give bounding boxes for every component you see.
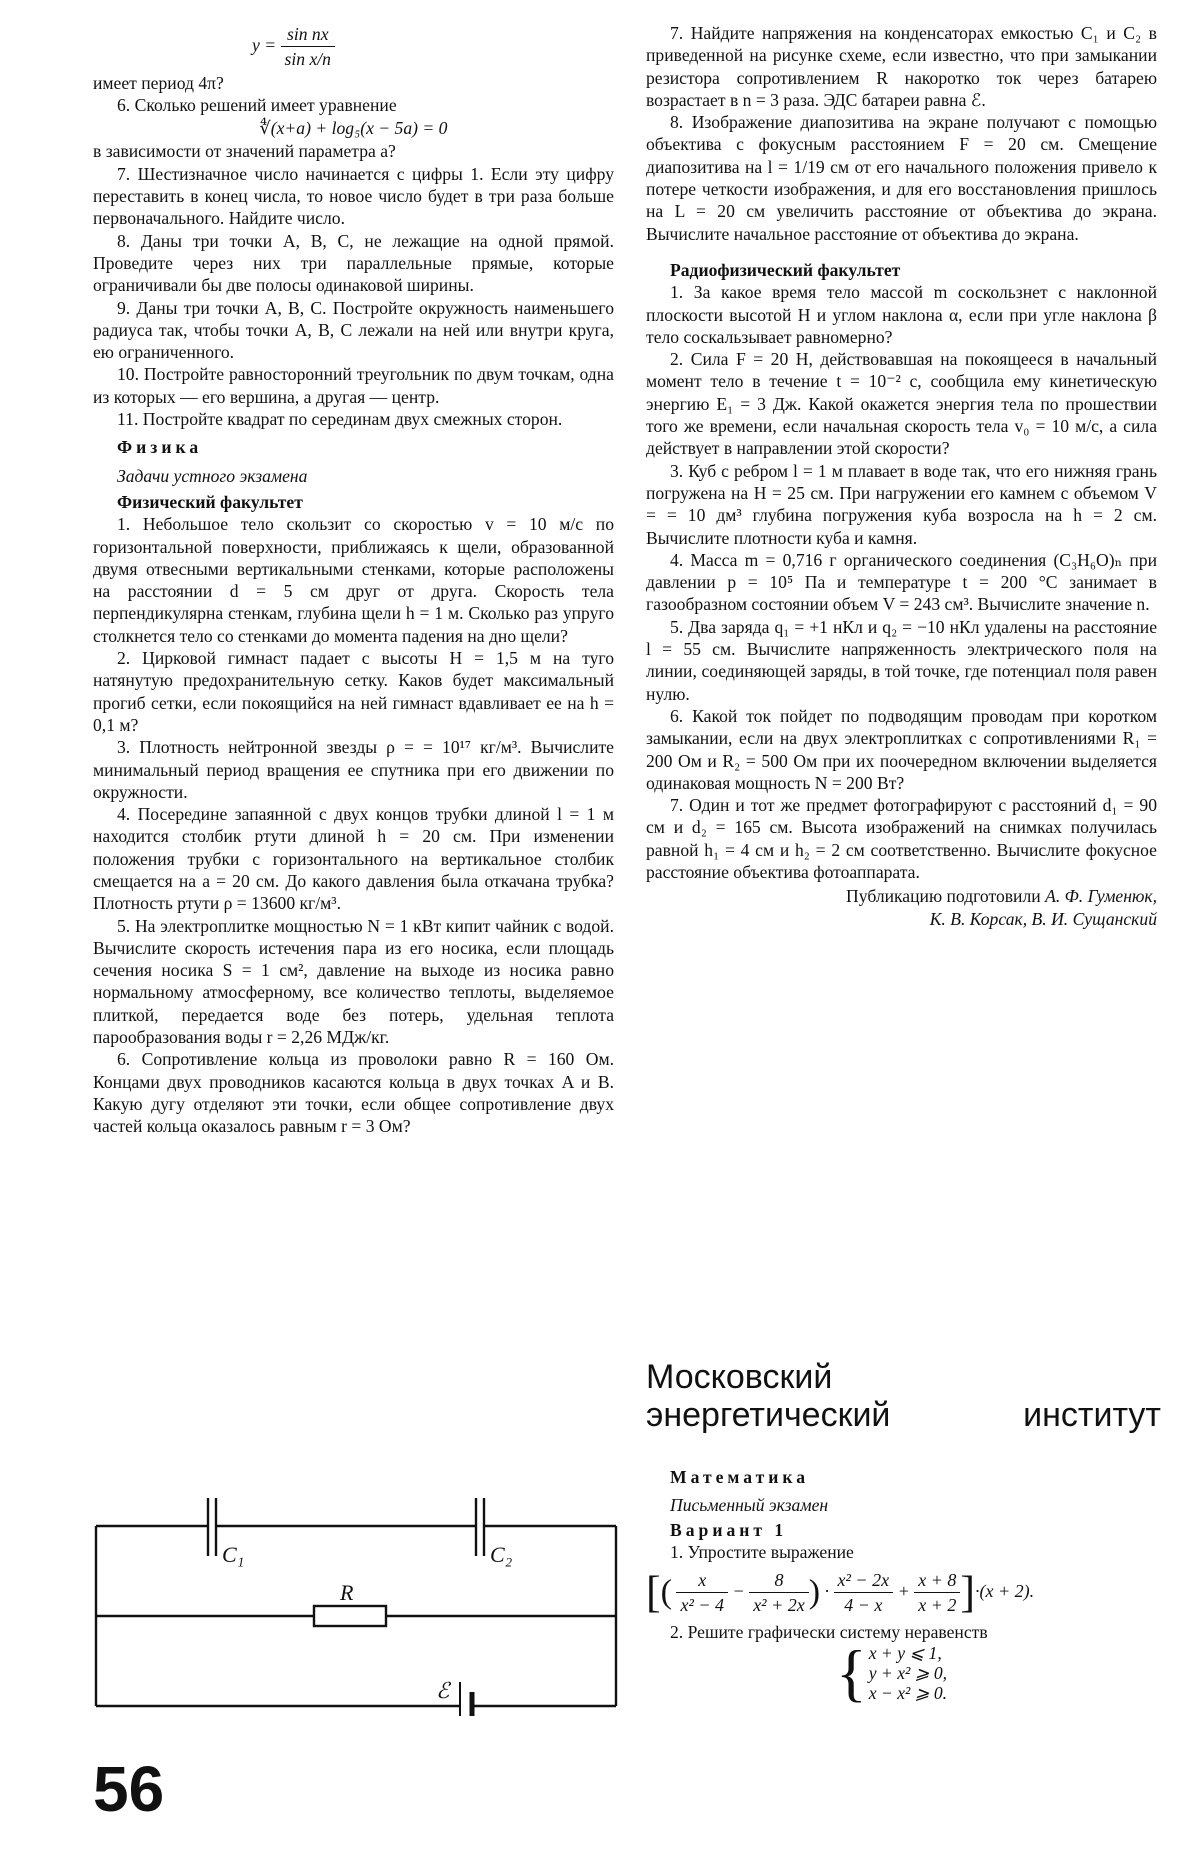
radio-problem-4: 4. Масса m = 0,716 г органического соединения (C₃H₆O)ₙ при давлении p = 10⁵ Па и температуре t = 200 °C занимает в газообразном состоянии объем V = 243 см³. Вычислите значение n. xyxy=(646,549,1157,615)
physics-problem-5: 5. На электроплитке мощностью N = 1 кВт кипит чайник с водой. Вычислите скорость истечения пара из его носика, если площадь сечения носика S = 1 см², давление на выходе из носика равно нормальному атмосферному, все количество теплоты, выделяемое плиткой, передается воде без потерь, удельная теплота парообразования воды r = 2,26 МДж/кг. xyxy=(93,915,614,1048)
f3-num: x² − 2x xyxy=(834,1569,894,1593)
f1-den: x² − 4 xyxy=(680,1595,725,1616)
title-word-energy: энергетический xyxy=(646,1396,891,1434)
inequality-system xyxy=(836,1637,1157,1709)
bracket-close: ] xyxy=(960,1567,976,1617)
f2-num: 8 xyxy=(749,1569,809,1593)
formula-lhs: y = xyxy=(252,34,277,55)
physics-problem-1: 1. Небольшое тело скользит со скоростью v = 10 м/с по горизонтальной поверхности, приближаясь к щели, образованной двумя отвесными вертикальными стенками, которые расположены на расстоянии d = 5 см друг от друга. Скорость тела перпендикулярна стенкам, глубина щели h = 1 м. Сколько раз упруго столкнется тело со стенками до момента падения на дно щели? xyxy=(93,514,614,646)
formula-numerator: sin nx xyxy=(281,23,335,47)
credit-authors-1: А. Ф. Гуменюк, xyxy=(1045,886,1157,907)
oral-exam-subheading: Задачи устного экзамена xyxy=(117,465,308,486)
radio-problem-3: 3. Куб с ребром l = 1 м плавает в воде так, что его нижняя грань погружена на H = 25 см. При нагружении его камнем с объемом V = = 10 дм³ глубина погружения куба возросла на h = 2 см. Вычислите плотности куба и камня. xyxy=(646,460,1157,548)
f3-den: 4 − x xyxy=(844,1595,883,1616)
formula-denominator: sin x/n xyxy=(284,49,331,70)
physics-problem-6: 6. Сопротивление кольца из проволоки равно R = 160 Ом. Концами двух проводников касаются кольца в двух точках A и B. Какую дугу отделяют эти точки, если общее сопротивление двух частей кольца оказалось равным r = 3 Ом? xyxy=(93,1049,614,1137)
circuit-diagram xyxy=(90,1476,630,1716)
publication-credit xyxy=(646,885,1157,930)
credit-lead: Публикацию подготовили xyxy=(846,886,1041,907)
formula-fraction xyxy=(281,23,335,71)
left-column xyxy=(93,22,614,1138)
problem-6-formula: ∜(x+a) + log₅(x − 5a) = 0 xyxy=(259,118,448,139)
title-line-1: Московский xyxy=(646,1358,833,1396)
title-word-institute: институт xyxy=(1023,1396,1161,1434)
system-line-2: y + x² ⩾ 0, xyxy=(868,1663,948,1684)
label-c1: C₁ xyxy=(222,1542,245,1567)
expr-tail: ·(x + 2). xyxy=(975,1581,1035,1602)
system-line-3: x − x² ⩾ 0. xyxy=(868,1683,948,1704)
f2-den: x² + 2x xyxy=(753,1595,805,1616)
institute-title xyxy=(646,1358,1161,1434)
system-line-1: x + y ⩽ 1, xyxy=(868,1643,942,1664)
problem-8: 8. Даны три точки A, B, C, не лежащие на одной прямой. Проведите через них три параллельные прямые, которые ограничивали бы две полосы одинаковой ширины. xyxy=(93,230,614,296)
radio-problem-2: 2. Сила F = 20 Н, действовавшая на покоящееся в начальный момент тело в течение t = 10⁻² с, сообщила ему кинетическую энергию E₁ = 3 Дж. Какой окажется энергия тела по прошествии того же времени, если начальная скорость тела v₀ = 10 м/с, а сила действует в направлении этой скорости? xyxy=(646,349,1157,459)
f4-den: x + 2 xyxy=(918,1595,957,1616)
credit-authors-2: К. В. Корсак, В. И. Сущанский xyxy=(929,908,1157,929)
expr-fraction-3 xyxy=(834,1569,894,1617)
expr-fraction-4 xyxy=(914,1569,960,1617)
task-1: 1. Упростите выражение xyxy=(670,1541,854,1562)
period-question: имеет период 4π? xyxy=(93,72,224,93)
dot-sign: · xyxy=(824,1581,830,1602)
physics-problem-8: 8. Изображение диапозитива на экране получают с помощью объектива с фокусным расстоянием F = 20 см. Смещение диапозитива на l = 1/19 см от его начального положения привело к потере четкости изображения, и для его восстановления пришлось на L = 20 см увеличить расстояние от объектива до экрана. Вычислите начальное расстояние от объектива до экрана. xyxy=(646,112,1157,244)
physics-problem-4: 4. Посередине запаянной с двух концов трубки длиной l = 1 м находится столбик ртути длиной h = 20 см. При изменении положения трубки с горизонтального на вертикальное столбик смещается на a = 20 см. До какого давления была откачана трубка? Плотность ртути ρ = 13600 кг/м³. xyxy=(93,804,614,914)
right-column xyxy=(646,22,1157,930)
minus-sign: − xyxy=(732,1581,745,1602)
title-line-2 xyxy=(646,1396,1161,1434)
system-brace: { xyxy=(836,1637,867,1709)
formula-period xyxy=(0,23,614,71)
task-1-expression xyxy=(646,1569,1157,1617)
physics-faculty-heading: Физический факультет xyxy=(117,491,303,512)
bracket-open: [ xyxy=(646,1567,661,1617)
paren-open: ( xyxy=(660,1573,672,1611)
label-r: R xyxy=(340,1580,354,1605)
label-emf: ℰ xyxy=(436,1678,450,1703)
problem-11: 11. Постройте квадрат по серединам двух смежных сторон. xyxy=(117,409,563,430)
expr-fraction-2 xyxy=(749,1569,809,1617)
radio-problem-5: 5. Два заряда q₁ = +1 нКл и q₂ = −10 нКл удалены на расстояние l = 55 см. Вычислите напряженность электрического поля на линии, соединяющей заряды, в той точке, где потенциал поля равен нулю. xyxy=(646,616,1157,704)
physics-problem-7: 7. Найдите напряжения на конденсаторах емкостью C₁ и C₂ в приведенной на рисунке схеме, если известно, что при замыкании резистора сопротивлением R накоротко ток через батарею возрастает в n = 3 раза. ЭДС батареи равна ℰ. xyxy=(646,23,1157,110)
f4-num: x + 8 xyxy=(914,1569,960,1593)
math-heading: Математика xyxy=(670,1467,810,1487)
problem-7: 7. Шестизначное число начинается с цифры 1. Если эту цифру переставить в конец числа, то новое число будет в три раза больше первоначального. Найдите число. xyxy=(93,163,614,229)
variant-heading: Вариант 1 xyxy=(670,1519,788,1540)
page-number: 56 xyxy=(93,1753,165,1825)
expr-fraction-1 xyxy=(676,1569,728,1617)
task-2: 2. Решите графически систему неравенств xyxy=(670,1621,988,1642)
physics-problem-2: 2. Цирковой гимнаст падает с высоты H = 1,5 м на туго натянутую предохранительную сетку. Каков будет максимальный прогиб сетки, если покоящийся на ней гимнаст вдавливает ее на h = 0,1 м? xyxy=(93,648,614,735)
written-exam-subheading: Письменный экзамен xyxy=(670,1495,829,1516)
system-lines xyxy=(869,1643,947,1703)
radio-problem-6: 6. Какой ток пойдет по подводящим проводам при коротком замыкании, если на двух электроплитках с сопротивлениями R₁ = 200 Ом и R₂ = 500 Ом при их поочередном включении выделяется одинаковая мощность N = 200 Вт? xyxy=(646,705,1157,793)
radio-problem-7: 7. Один и тот же предмет фотографируют с расстояний d₁ = 90 см и d₂ = 165 см. Высота изображений на снимках получилась равной h₁ = 4 см и h₂ = 2 см соответственно. Вычислите фокусное расстояние объектива фотоаппарата. xyxy=(646,795,1157,882)
f1-num: x xyxy=(676,1569,728,1593)
problem-6-tail: в зависимости от значений параметра a? xyxy=(93,141,396,162)
paren-close: ) xyxy=(808,1573,821,1611)
problem-10: 10. Постройте равносторонний треугольник по двум точкам, одна из которых — его вершина, а другая — центр. xyxy=(93,364,614,407)
label-c2: C₂ xyxy=(490,1542,513,1567)
problem-9: 9. Даны три точки A, B, C. Постройте окружность наименьшего радиуса так, чтобы точки A, B, C лежали на ней или внутри круга, ею ограниченного. xyxy=(93,297,614,363)
physics-problem-3: 3. Плотность нейтронной звезды ρ = = 10¹⁷ кг/м³. Вычислите минимальный период вращения ее спутника при его движении по окружности. xyxy=(93,737,614,802)
physics-heading: Физика xyxy=(117,437,203,458)
radiophysics-faculty-heading: Радиофизический факультет xyxy=(670,259,901,280)
mpei-section xyxy=(646,1460,1157,1709)
plus-sign: + xyxy=(897,1581,910,1602)
problem-6-lead: 6. Сколько решений имеет уравнение xyxy=(117,94,397,115)
radio-problem-1: 1. За какое время тело массой m соскользнет с наклонной плоскости высотой H и углом наклона α, если при угле наклона β тело соскальзывает равномерно? xyxy=(646,282,1157,347)
resistor-r xyxy=(314,1606,386,1626)
